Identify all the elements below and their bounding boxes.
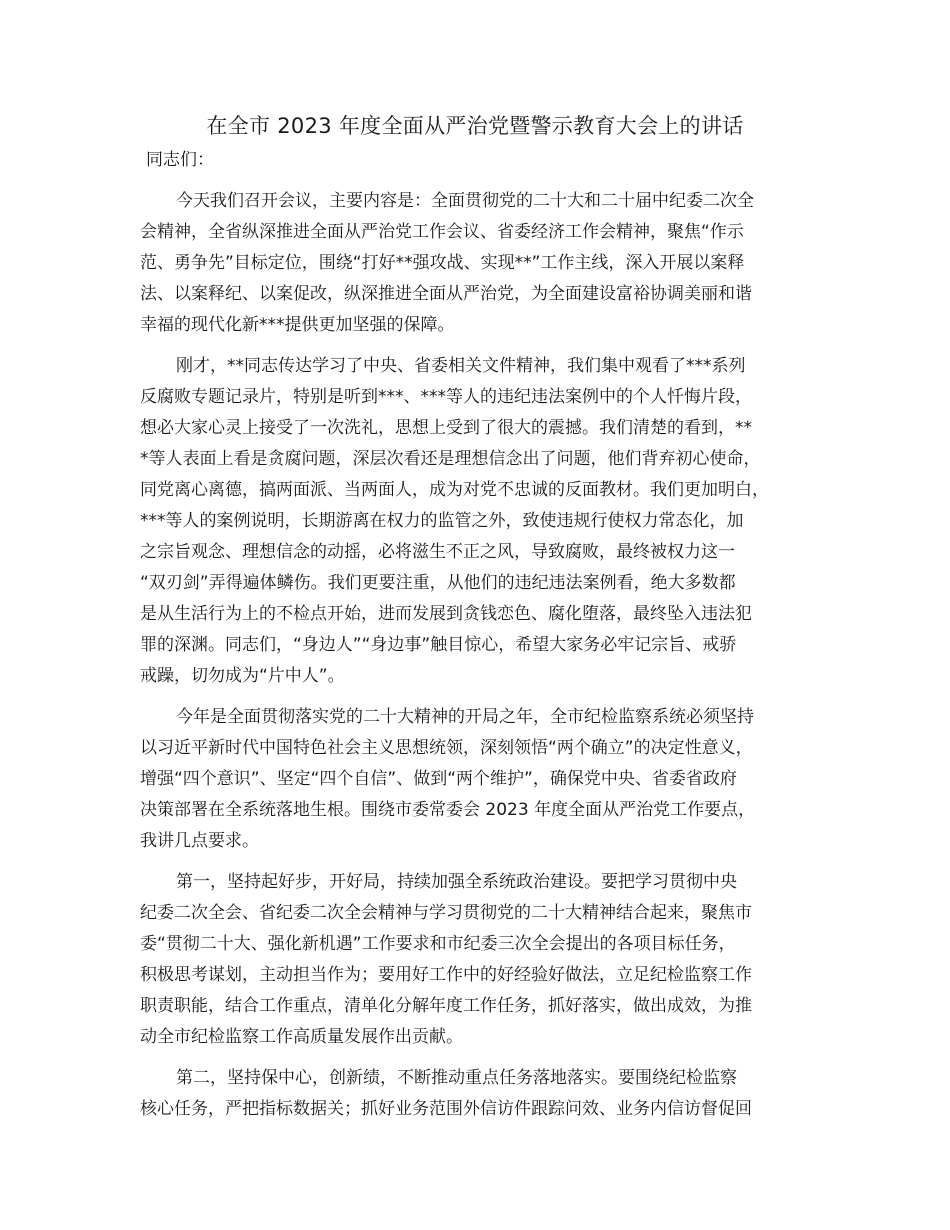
- document-title: 在全市 2023 年度全面从严治党暨警示教育大会上的讲话: [206, 114, 744, 138]
- paragraph-line: *等人表面上看是贪腐问题，深层次看还是理想信念出了问题，他们背弃初心使命，: [140, 449, 761, 469]
- paragraph-line: 委“贯彻二十大、强化新机遇”工作要求和市纪委三次全会提出的各项目标任务，: [140, 934, 736, 954]
- paragraph-line: 我讲几点要求。: [140, 831, 259, 851]
- paragraph-line: 幸福的现代化新***提供更加坚强的保障。: [140, 315, 455, 335]
- paragraph-line: 反腐败专题记录片，特别是听到***、***等人的违纪违法案例中的个人忏悔片段，: [140, 387, 752, 407]
- paragraph-line: ***等人的案例说明，长期游离在权力的监管之外，致使违规行使权力常态化，加: [140, 511, 744, 531]
- paragraph-line: 增强“四个意识”、坚定“四个自信”、做到“两个维护”，确保党中央、省委省政府: [140, 769, 737, 789]
- paragraph-line: 之宗旨观念、理想信念的动摇，必将滋生不正之风，导致腐败，最终被权力这一: [140, 542, 735, 562]
- paragraph-line: “双刃剑”弄得遍体鳞伤。我们更要注重，从他们的违纪违法案例看，绝大多数都: [140, 573, 736, 593]
- paragraph-line: 动全市纪检监察工作高质量发展作出贡献。: [140, 1027, 463, 1047]
- paragraph: [140, 186, 830, 341]
- paragraph-line: 戒躁，切勿成为“片中人”。: [140, 666, 345, 686]
- paragraph: [140, 1063, 830, 1125]
- paragraph: [140, 351, 830, 692]
- paragraph-line: 刚才，**同志传达学习了中央、省委相关文件精神，我们集中观看了***系列: [176, 356, 746, 376]
- salutation: 同志们：: [146, 150, 214, 170]
- paragraph-line: 职责职能，结合工作重点，清单化分解年度工作任务，抓好落实，做出成效，为推: [140, 996, 752, 1016]
- paragraph-line: 范、勇争先”目标定位，围绕“打好**强攻战、实现**”工作主线，深入开展以案释: [140, 253, 745, 273]
- paragraph-line: 今天我们召开会议，主要内容是：全面贯彻党的二十大和二十届中纪委二次全: [176, 191, 754, 211]
- paragraph-line: 同党离心离德，搞两面派、当两面人，成为对党不忠诚的反面教材。我们更加明白，: [140, 480, 769, 500]
- paragraph: [140, 867, 830, 1053]
- paragraph-line: 纪委二次全会、省纪委二次全会精神与学习贯彻党的二十大精神结合起来，聚焦市: [140, 903, 752, 923]
- paragraph-line: 今年是全面贯彻落实党的二十大精神的开局之年，全市纪检监察系统必须坚持: [176, 707, 754, 727]
- paragraph-line: 积极思考谋划，主动担当作为；要用好工作中的好经验好做法，立足纪检监察工作: [140, 965, 752, 985]
- paragraph-line: 想必大家心灵上接受了一次洗礼，思想上受到了很大的震撼。我们清楚的看到，**: [140, 418, 752, 438]
- paragraph-line: 以习近平新时代中国特色社会主义思想统领，深刻领悟“两个确立”的决定性意义，: [140, 738, 753, 758]
- document-body: [140, 186, 830, 1135]
- paragraph-line: 罪的深渊。同志们，“身边人”“身边事”触目惊心，希望大家务必牢记宗旨、戒骄: [140, 635, 737, 655]
- paragraph-line: 核心任务，严把指标数据关；抓好业务范围外信访件跟踪问效、业务内信访督促回: [140, 1099, 752, 1119]
- paragraph-line: 是从生活行为上的不检点开始，进而发展到贪钱恋色、腐化堕落，最终坠入违法犯: [140, 604, 752, 624]
- paragraph-line: 第二，坚持保中心，创新绩，不断推动重点任务落地落实。要围绕纪检监察: [176, 1068, 737, 1088]
- paragraph: [140, 702, 830, 857]
- paragraph-line: 第一，坚持起好步，开好局，持续加强全系统政治建设。要把学习贯彻中央: [176, 872, 737, 892]
- paragraph-line: 法、以案释纪、以案促改，纵深推进全面从严治党，为全面建设富裕协调美丽和谐: [140, 284, 752, 304]
- paragraph-line: 会精神，全省纵深推进全面从严治党工作会议、省委经济工作会精神，聚焦“作示: [140, 222, 744, 242]
- paragraph-line: 决策部署在全系统落地生根。围绕市委常委会 2023 年度全面从严治党工作要点，: [140, 800, 756, 820]
